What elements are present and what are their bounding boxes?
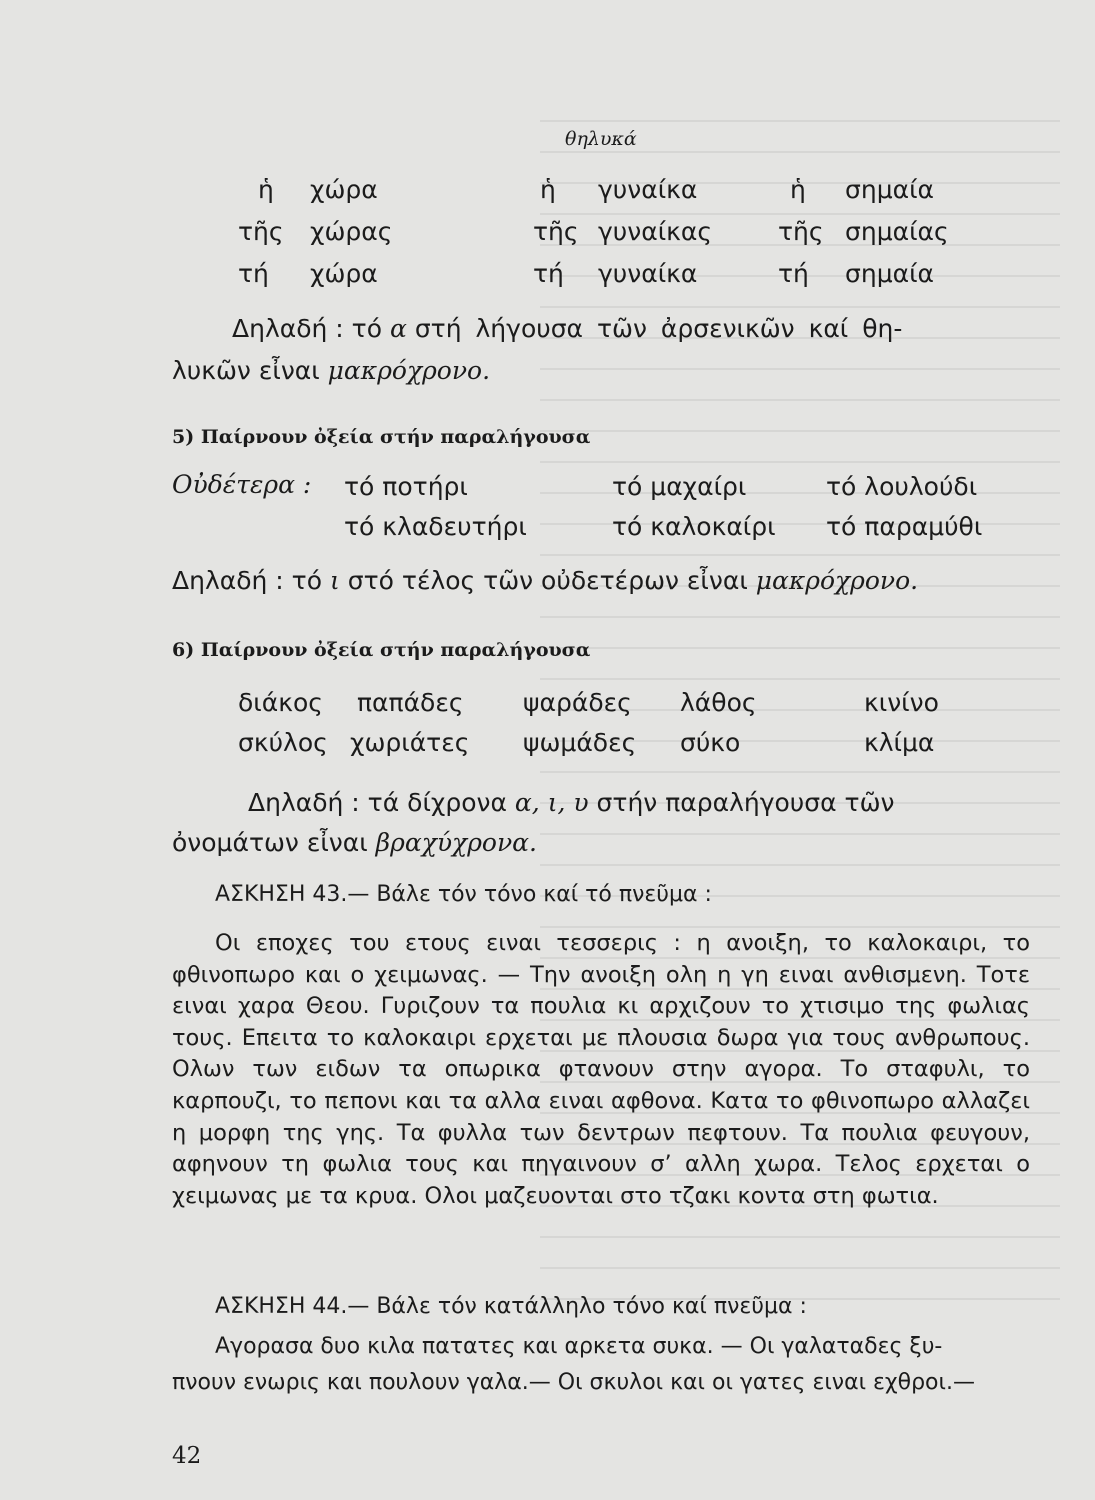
neuter-word: τό μαχαίρι <box>612 472 747 501</box>
rule-letter: α <box>389 314 407 343</box>
noun: σημαίας <box>845 217 949 246</box>
article: τή <box>533 259 564 288</box>
noun: χώρα <box>310 259 378 288</box>
word: ψαράδες <box>523 688 632 717</box>
article: τῆς <box>778 217 824 246</box>
word: χωριάτες <box>350 728 470 757</box>
noun: γυναίκα <box>598 175 698 204</box>
noun: γυναίκας <box>598 217 713 246</box>
word: σύκο <box>680 728 741 757</box>
article: ἡ <box>540 175 556 204</box>
rule-term: βραχύχρονα. <box>375 828 537 857</box>
neuter-word: τό καλοκαίρι <box>612 512 776 541</box>
exercise44-line1: Αγορασα δυο κιλα πατατες και αρκετα συκα. — Οι γαλαταδες ξυ- <box>215 1334 943 1359</box>
section6-heading: 6) Παίρνουν ὀξεία στήν παραλήγουσα <box>172 639 591 661</box>
section5-rule <box>172 566 918 595</box>
rule-text: λυκῶν εἶναι <box>172 356 320 385</box>
word: ψωμάδες <box>523 728 637 757</box>
rule-text: στήν παραλήγουσα τῶν <box>596 788 895 817</box>
neuter-word: τό λουλούδι <box>826 472 978 501</box>
article: ἡ <box>790 175 806 204</box>
word: σκύλος <box>238 728 328 757</box>
neuter-word: τό κλαδευτήρι <box>344 512 527 541</box>
article: ἡ <box>258 175 274 204</box>
section5-heading: 5) Παίρνουν ὀξεία στήν παραλήγουσα <box>172 426 591 448</box>
word: διάκος <box>238 688 323 717</box>
exercise44-line2: πνουν ενωρις και πουλουν γαλα.— Οι σκυλοι και οι γατες ειναι εχθροι.— <box>172 1370 975 1395</box>
rule-text: στό τέλος τῶν οὐδετέρων εἶναι <box>347 566 748 595</box>
noun: σημαία <box>845 175 935 204</box>
article: τή <box>238 259 269 288</box>
page-number: 42 <box>172 1443 202 1469</box>
feminine-rule-line1 <box>232 314 902 343</box>
feminine-title: θηλυκά <box>565 128 637 150</box>
rule-term: μακρόχρονο. <box>327 356 491 385</box>
rule-letter: ι <box>329 566 340 595</box>
rule-text: Δηλαδή : τό <box>232 314 383 343</box>
rule-text: Δηλαδή : τό <box>172 566 323 595</box>
section6-rule-line2 <box>172 828 537 857</box>
noun: γυναίκα <box>598 259 698 288</box>
feminine-rule-line2 <box>172 356 490 385</box>
neuter-label: Οὐδέτερα : <box>172 470 312 499</box>
article: τῆς <box>238 217 284 246</box>
neuter-word: τό παραμύθι <box>826 512 983 541</box>
noun: σημαία <box>845 259 935 288</box>
word: κινίνο <box>864 688 939 717</box>
word: παπάδες <box>357 688 464 717</box>
exercise43-title: ΑΣΚΗΣΗ 43.— Βάλε τόν τόνο καί τό πνεῦμα : <box>215 882 712 907</box>
rule-text: ὀνομάτων εἶναι <box>172 828 368 857</box>
section6-rule-line1 <box>248 788 895 817</box>
rule-text: Δηλαδή : τά δίχρονα <box>248 788 507 817</box>
word: λάθος <box>680 688 757 717</box>
word: κλίμα <box>864 728 935 757</box>
neuter-word: τό ποτήρι <box>344 472 468 501</box>
article: τή <box>778 259 809 288</box>
exercise43-text: Οι εποχες του ετους ειναι τεσσερις : η ανοιξη, το καλοκαιρι, το φθινοπωρο και ο χειμωνας. — Την ανοιξη ολη η γη ειναι ανθισμενη. Τοτε ειναι χαρα Θεου. Γυριζουν τα πουλια κι αρχιζουν το χτισιμο της φωλιας τους. Επειτα το καλοκαιρι ερχεται με πλουσια δωρα για τους ανθρωπους. Ολων των ειδων τα οπωρικα φτανουν στην αγορα. Το σταφυλι, το καρπουζι, το πεπονι και τα αλλα ειναι αφθονα. Κατα το φθινοπωρο αλλαζει η μορφη της γης. Τα φυλλα των δεντρων πεφτουν. Τα πουλια φευγουν, αφηνουν τη φωλια τους και πηγαινουν σ’ αλλη χωρα. Τελος ερχεται ο χειμωνας με τα κρυα. Ολοι μαζευονται στο τζακι κοντα στη φωτια. <box>172 930 1030 1209</box>
rule-letter: α, ι, υ <box>514 788 589 817</box>
rule-text: στή λήγουσα τῶν ἀρσενικῶν καί θη- <box>414 314 903 343</box>
noun: χώρα <box>310 175 378 204</box>
exercise44-title: ΑΣΚΗΣΗ 44.— Βάλε τόν κατάλληλο τόνο καί πνεῦμα : <box>215 1294 807 1319</box>
rule-term: μακρόχρονο. <box>755 566 919 595</box>
article: τῆς <box>533 217 579 246</box>
noun: χώρας <box>310 217 393 246</box>
